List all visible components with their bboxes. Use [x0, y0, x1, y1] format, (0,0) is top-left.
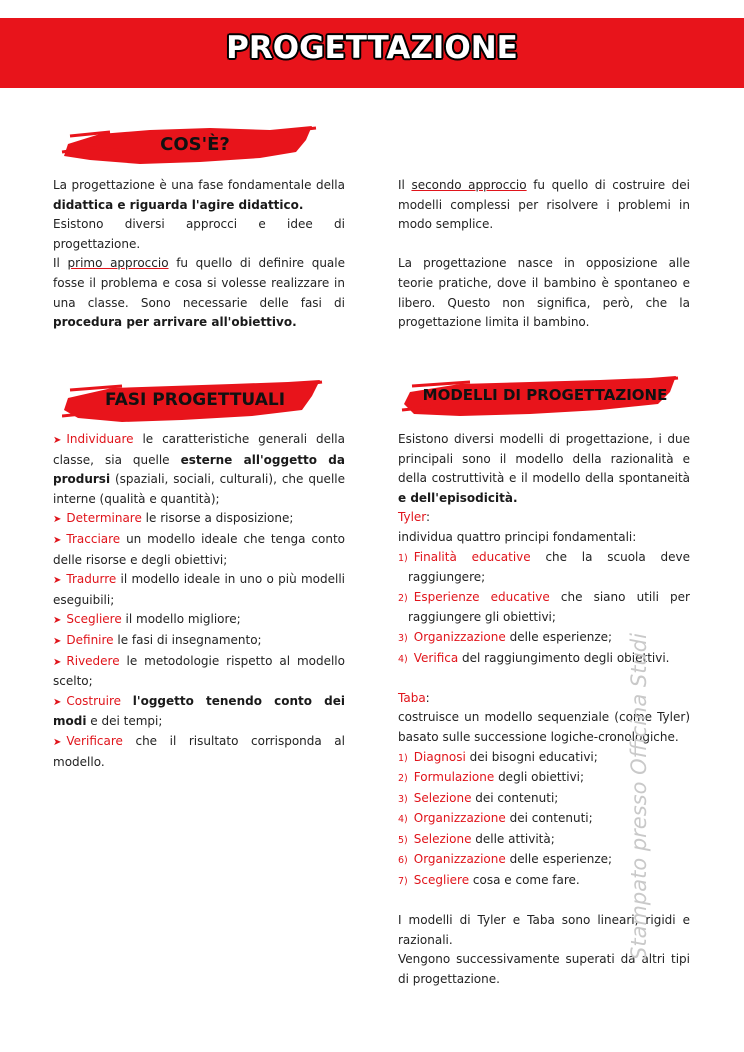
paragraph: Esistono diversi modelli di progettazione, i due principali sono il modello della razionalità e della costruttività e il modello della spontaneità e dell'episodicità.	[398, 432, 690, 505]
bold-text: e dell'episodicità.	[398, 490, 518, 505]
underlined-term: secondo approccio	[411, 178, 527, 192]
paragraph: Vengono successivamente superati da altri tipi di progettazione.	[398, 952, 690, 987]
list-item	[53, 530, 345, 570]
bold-text: didattica e riguarda l'agire didattico.	[53, 197, 304, 212]
keyword: Verificare	[66, 733, 123, 748]
list-item	[53, 732, 345, 772]
cose-left-column	[53, 176, 345, 333]
item-text: dei contenuti;	[505, 811, 593, 826]
keyword: Formulazione	[413, 770, 495, 785]
keyword: Organizzazione	[413, 811, 506, 826]
bold-text: procedura per arrivare all'obiettivo.	[53, 315, 297, 330]
item-text: del raggiungimento degli obiettivi.	[458, 650, 670, 665]
item-text: (spaziali, sociali, culturali), che quelle interne (qualità e quantità);	[53, 472, 345, 506]
section-title-modelli: MODELLI DI PROGETTAZIONE	[422, 386, 668, 404]
item-text: delle esperienze;	[505, 852, 613, 867]
list-number: 1)	[398, 752, 408, 764]
paragraph: individua quattro principi fondamentali:	[398, 529, 637, 544]
list-number: 3)	[398, 793, 408, 805]
cose-right-column	[398, 176, 690, 333]
keyword: Verifica	[413, 650, 459, 665]
item-text: delle attività;	[471, 831, 555, 846]
list-number: 1)	[398, 552, 408, 564]
item-text: le fasi di insegnamento;	[113, 632, 262, 647]
fasi-list	[53, 430, 345, 772]
item-text: delle esperienze;	[505, 629, 613, 644]
list-item	[53, 652, 345, 692]
keyword: Organizzazione	[413, 629, 506, 644]
arrow-bullet-icon: ➤	[53, 736, 62, 748]
keyword: Scegliere	[66, 612, 122, 627]
item-text: le caratteristiche generali della classe, sia quelle	[53, 432, 345, 467]
bold-text: l'oggetto tenendo conto dei modi	[53, 693, 345, 729]
keyword: Costruire	[66, 693, 121, 708]
bold-text: esterne all'oggetto da prodursi	[53, 452, 345, 487]
page-title: PROGETTAZIONE	[226, 30, 518, 66]
arrow-bullet-icon: ➤	[53, 696, 62, 708]
list-item	[53, 631, 345, 652]
paragraph: Esistono diversi approcci e idee di progettazione.	[53, 217, 345, 251]
paragraph: La progettazione è una fase fondamentale della didattica e riguarda l'agire didattico.	[53, 178, 345, 212]
item-text: dei bisogni educativi;	[465, 749, 598, 764]
arrow-bullet-icon: ➤	[53, 615, 62, 627]
arrow-bullet-icon: ➤	[53, 656, 62, 668]
keyword: Tradurre	[66, 572, 117, 587]
item-text: che siano utili per raggiungere gli obiettivi;	[408, 589, 690, 625]
item-text	[121, 694, 133, 708]
paragraph: I modelli di Tyler e Taba sono lineari, rigidi e razionali.	[398, 913, 690, 947]
section-title-cose: COS'È?	[160, 134, 230, 155]
keyword: Definire	[66, 632, 114, 647]
list-number: 3)	[398, 632, 408, 644]
taba-heading: Taba:	[398, 690, 430, 705]
arrow-bullet-icon: ➤	[53, 534, 62, 546]
list-item	[53, 430, 345, 509]
list-number: 2)	[398, 773, 408, 785]
arrow-bullet-icon: ➤	[53, 514, 62, 526]
item-text: le metodologie rispetto al modello scelto;	[53, 653, 345, 689]
underlined-term: primo approccio	[67, 256, 169, 271]
keyword: Finalità educative	[413, 549, 531, 564]
section-title-fasi: FASI PROGETTUALI	[104, 390, 286, 410]
item-text: le risorse a disposizione;	[141, 511, 294, 526]
list-item	[53, 692, 345, 732]
keyword: Diagnosi	[413, 749, 466, 764]
item-text: degli obiettivi;	[494, 770, 585, 785]
item-text: e dei tempi;	[86, 714, 163, 729]
list-number: 5)	[398, 834, 408, 846]
keyword: Rivedere	[66, 653, 120, 668]
paragraph: Il secondo approccio fu quello di costruire dei modelli complessi per risolvere i problemi in modo semplice.	[398, 178, 690, 232]
list-item	[53, 509, 345, 530]
item-text: il modello migliore;	[121, 612, 241, 627]
list-item	[53, 570, 345, 610]
list-number: 7)	[398, 876, 408, 888]
arrow-bullet-icon: ➤	[53, 635, 62, 647]
list-number: 4)	[398, 653, 408, 665]
paragraph: Il primo approccio fu quello di definire quale fosse il problema e cosa si volesse realizzare in una classe. Sono necessarie delle fasi di procedura per arrivare all'obiettivo.	[53, 256, 345, 330]
arrow-bullet-icon: ➤	[53, 575, 62, 587]
watermark: Stampato presso Officina Studi	[627, 633, 651, 960]
item-text: un modello ideale che tenga conto delle risorse e degli obiettivi;	[53, 531, 345, 567]
keyword: Organizzazione	[413, 852, 506, 867]
keyword: Determinare	[66, 511, 142, 526]
item-text: che la scuola deve raggiungere;	[408, 549, 690, 585]
list-number: 4)	[398, 814, 408, 826]
list-item	[53, 610, 345, 631]
keyword: Esperienze educative	[413, 589, 550, 604]
keyword: Selezione	[413, 790, 472, 805]
keyword: Tracciare	[66, 531, 121, 546]
item-text: cosa e come fare.	[469, 873, 580, 888]
paragraph: La progettazione nasce in opposizione alle teorie pratiche, dove il bambino è spontaneo e libero. Questo non significa, però, che la progettazione limita il bambino.	[398, 256, 690, 330]
keyword: Scegliere	[413, 873, 470, 888]
item-text: dei contenuti;	[471, 790, 559, 805]
paragraph: costruisce un modello sequenziale (come Tyler) basato sulle successione logiche-cronologiche.	[398, 710, 690, 744]
item-text: il modello ideale in uno o più modelli eseguibili;	[53, 572, 345, 607]
keyword: Individuare	[66, 432, 134, 446]
item-text: che il risultato corrisponda al modello.	[53, 733, 345, 769]
keyword: Selezione	[413, 831, 472, 846]
list-number: 6)	[398, 855, 408, 867]
list-number: 2)	[398, 592, 408, 604]
tyler-heading: Tyler:	[398, 510, 431, 525]
arrow-bullet-icon: ➤	[53, 435, 62, 446]
